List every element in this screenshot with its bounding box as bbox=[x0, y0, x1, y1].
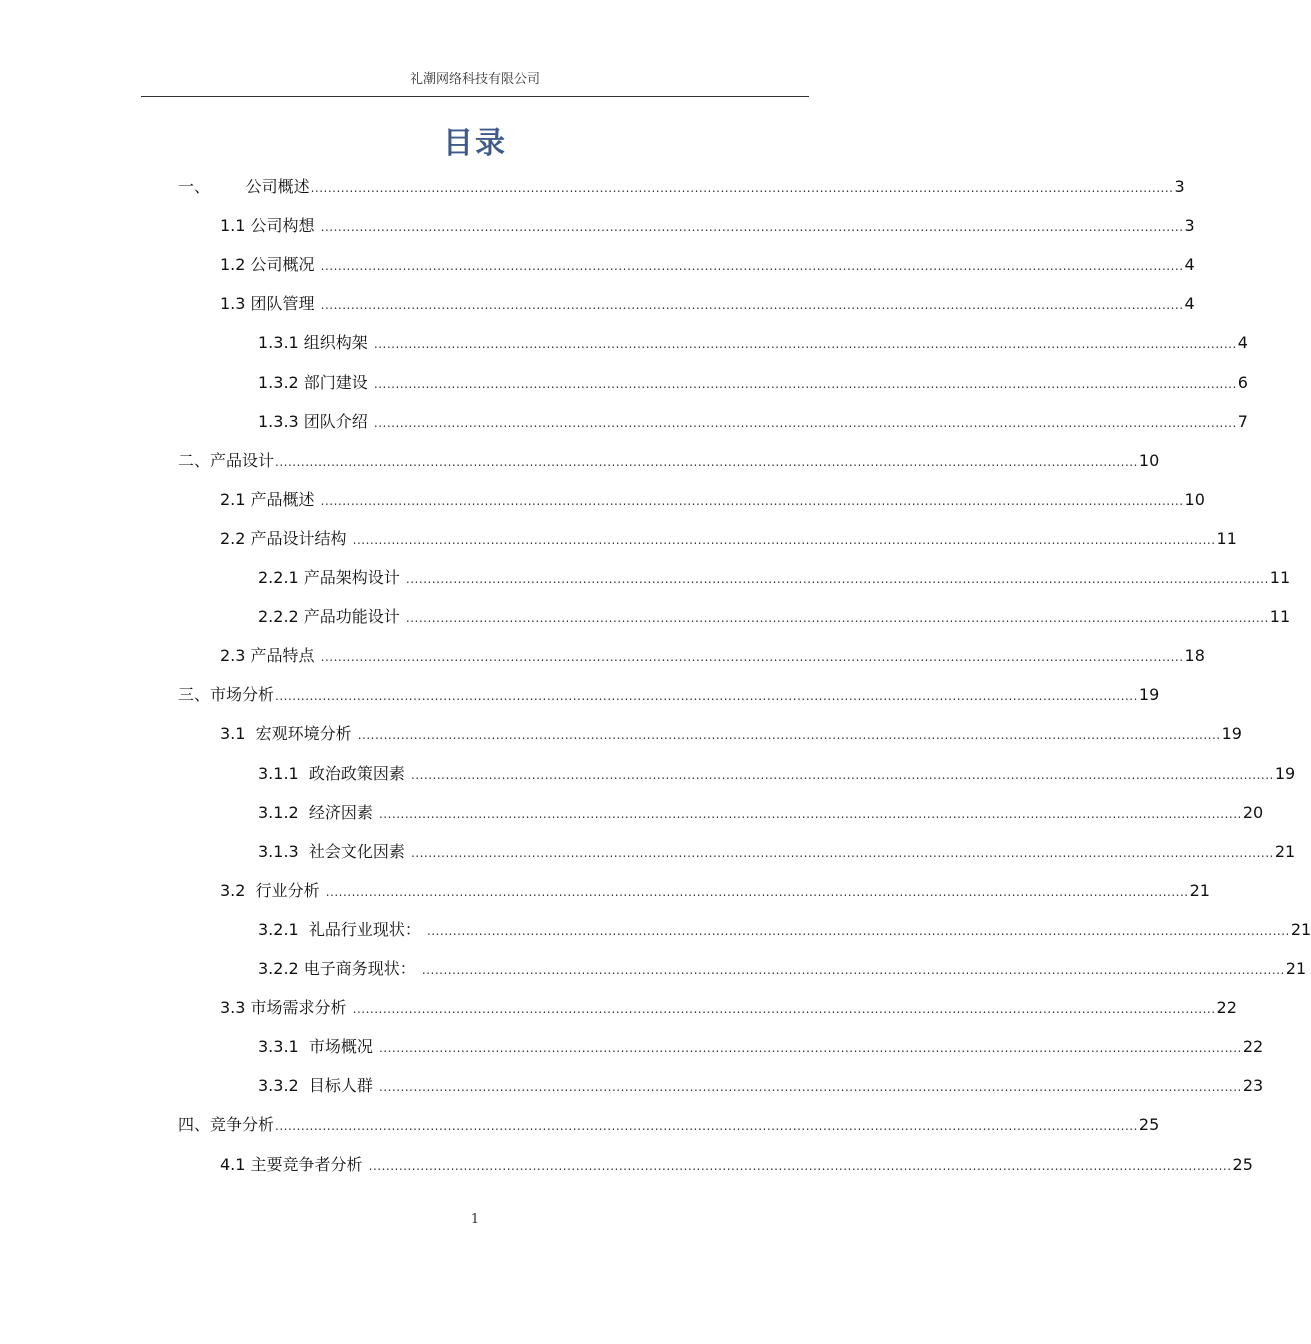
toc-entry-page: 10 bbox=[1138, 450, 1160, 470]
toc-dot-leader: ........................................................................................................................................................................................................ bbox=[378, 1080, 1242, 1095]
toc-entry[interactable] bbox=[258, 372, 1248, 394]
toc-entry[interactable] bbox=[220, 293, 1195, 315]
toc-dot-leader: ........................................................................................................................................................................................................ bbox=[352, 1002, 1216, 1017]
page-number: 1 bbox=[470, 1212, 480, 1227]
toc-entry-page: 4 bbox=[1237, 333, 1248, 353]
toc-entry-page: 23 bbox=[1242, 1076, 1264, 1096]
toc-entry-label: 1.1 公司构想 bbox=[220, 216, 320, 236]
toc-entry-label: 3.3.2 目标人群 bbox=[258, 1076, 378, 1096]
toc-entry-label: 3.1.2 经济因素 bbox=[258, 802, 378, 822]
toc-entry-label: 2.2.2 产品功能设计 bbox=[258, 607, 405, 627]
toc-dot-leader: ........................................................................................................................................................................................................ bbox=[426, 923, 1290, 938]
toc-entry[interactable] bbox=[258, 332, 1248, 354]
toc-entry-label: 3.1.1 政治政策因素 bbox=[258, 763, 410, 783]
toc-entry-page: 21 bbox=[1189, 880, 1210, 900]
toc-entry-page: 21 bbox=[1290, 919, 1311, 939]
toc-dot-leader: ........................................................................................................................................................................................................ bbox=[373, 415, 1237, 430]
toc-entry-page: 19 bbox=[1274, 763, 1296, 783]
toc-dot-leader: ........................................................................................................................................................................................................ bbox=[275, 1119, 1138, 1134]
toc-entry-page: 25 bbox=[1138, 1115, 1160, 1135]
toc-dot-leader: ........................................................................................................................................................................................................ bbox=[368, 1158, 1232, 1173]
toc-entry[interactable] bbox=[178, 1114, 1160, 1136]
toc-entry[interactable] bbox=[258, 841, 1296, 863]
toc-dot-leader: ........................................................................................................................................................................................................ bbox=[378, 1041, 1242, 1056]
toc-dot-leader: ........................................................................................................................................................................................................ bbox=[405, 572, 1269, 586]
toc-entry-page: 4 bbox=[1184, 294, 1195, 314]
toc-entry-label: 三、市场分析 bbox=[178, 685, 275, 705]
toc-entry-page: 4 bbox=[1184, 255, 1195, 275]
header-divider bbox=[141, 96, 809, 97]
toc-entry-label: 1.3.2 部门建设 bbox=[258, 372, 373, 392]
toc-entry[interactable] bbox=[258, 1036, 1264, 1058]
toc-dot-leader: ........................................................................................................................................................................................................ bbox=[410, 767, 1274, 782]
toc-entry[interactable] bbox=[220, 1154, 1253, 1176]
toc-entry[interactable] bbox=[220, 880, 1210, 902]
toc-entry-label: 3.1 宏观环境分析 bbox=[220, 724, 357, 744]
toc-entry-label: 3.2.1 礼品行业现状： bbox=[258, 919, 426, 939]
toc-entry-page: 11 bbox=[1216, 528, 1237, 548]
toc-entry[interactable] bbox=[258, 606, 1291, 628]
toc-entry[interactable] bbox=[258, 763, 1296, 785]
toc-entry[interactable] bbox=[220, 723, 1242, 745]
toc-dot-leader: ........................................................................................................................................................................................................ bbox=[373, 376, 1237, 391]
toc-entry[interactable] bbox=[220, 997, 1237, 1019]
toc-dot-leader: ........................................................................................................................................................................................................ bbox=[421, 963, 1285, 977]
toc-dot-leader: ........................................................................................................................................................................................................ bbox=[275, 454, 1138, 469]
toc-dot-leader: ........................................................................................................................................................................................................ bbox=[410, 845, 1274, 860]
toc-dot-leader: ........................................................................................................................................................................................................ bbox=[320, 493, 1184, 508]
toc-entry-label: 二、产品设计 bbox=[178, 450, 275, 470]
toc-entry-label: 四、竞争分析 bbox=[178, 1115, 275, 1135]
toc-entry[interactable] bbox=[220, 489, 1205, 511]
toc-entry-label: 1.3.1 组织构架 bbox=[258, 333, 373, 353]
toc-entry-label: 3.3 市场需求分析 bbox=[220, 998, 352, 1018]
toc-entry-page: 11 bbox=[1269, 607, 1291, 627]
toc-entry-page: 19 bbox=[1221, 724, 1242, 744]
toc-entry-label: 1.3 团队管理 bbox=[220, 294, 320, 314]
toc-entry-page: 18 bbox=[1184, 646, 1205, 666]
toc-entry-label: 3.1.3 社会文化因素 bbox=[258, 841, 410, 861]
toc-entry-page: 22 bbox=[1242, 1037, 1264, 1057]
toc-entry-page: 3 bbox=[1174, 177, 1185, 196]
toc-entry-page: 20 bbox=[1242, 802, 1264, 822]
toc-entry-label: 2.3 产品特点 bbox=[220, 646, 320, 666]
toc-dot-leader: ........................................................................................................................................................................................................ bbox=[320, 259, 1184, 274]
toc-dot-leader: ........................................................................................................................................................................................................ bbox=[325, 884, 1189, 899]
toc-entry[interactable] bbox=[220, 254, 1195, 276]
toc-entry-label: 1.2 公司概况 bbox=[220, 255, 320, 275]
toc-entry[interactable] bbox=[258, 919, 1311, 941]
toc-entry-label: 3.2 行业分析 bbox=[220, 880, 325, 900]
toc-entry-label: 2.2 产品设计结构 bbox=[220, 528, 352, 548]
toc-entry-label: 1.3.3 团队介绍 bbox=[258, 411, 373, 431]
toc-entry-page: 25 bbox=[1232, 1154, 1253, 1174]
toc-entry[interactable] bbox=[178, 684, 1160, 706]
toc-entry[interactable] bbox=[178, 176, 1185, 198]
toc-title: 目录 bbox=[443, 126, 507, 161]
toc-entry[interactable] bbox=[258, 1075, 1264, 1097]
toc-dot-leader: ........................................................................................................................................................................................................ bbox=[320, 220, 1184, 235]
toc-dot-leader: ........................................................................................................................................................................................................ bbox=[357, 728, 1221, 743]
toc-entry-page: 19 bbox=[1138, 685, 1160, 705]
toc-entry[interactable] bbox=[220, 645, 1205, 667]
toc-entry-label: 一、 公司概述 bbox=[178, 177, 310, 196]
toc-dot-leader: ........................................................................................................................................................................................................ bbox=[405, 611, 1269, 626]
toc-dot-leader: ........................................................................................................................................................................................................ bbox=[310, 181, 1174, 195]
toc-entry-label: 2.1 产品概述 bbox=[220, 489, 320, 509]
toc-entry-page: 3 bbox=[1184, 216, 1195, 236]
toc-entry-label: 3.2.2 电子商务现状： bbox=[258, 959, 421, 978]
toc-dot-leader: ........................................................................................................................................................................................................ bbox=[275, 689, 1138, 704]
toc-entry[interactable] bbox=[258, 958, 1307, 980]
toc-entry[interactable] bbox=[258, 411, 1248, 433]
toc-entry-label: 3.3.1 市场概况 bbox=[258, 1037, 378, 1057]
toc-entry-page: 21 bbox=[1274, 841, 1296, 861]
toc-entry-page: 11 bbox=[1269, 568, 1291, 587]
toc-dot-leader: ........................................................................................................................................................................................................ bbox=[320, 650, 1184, 665]
toc-entry[interactable] bbox=[220, 215, 1195, 237]
toc-entry[interactable] bbox=[178, 450, 1160, 472]
toc-dot-leader: ........................................................................................................................................................................................................ bbox=[320, 298, 1184, 313]
toc-entry-page: 21 bbox=[1285, 959, 1307, 978]
toc-entry-page: 6 bbox=[1237, 372, 1248, 392]
toc-entry-label: 4.1 主要竞争者分析 bbox=[220, 1154, 368, 1174]
toc-entry-label: 2.2.1 产品架构设计 bbox=[258, 568, 405, 587]
toc-dot-leader: ........................................................................................................................................................................................................ bbox=[378, 806, 1242, 821]
toc-entry[interactable] bbox=[220, 528, 1237, 550]
page-header-company: 礼潮网络科技有限公司 bbox=[409, 72, 540, 87]
toc-entry-page: 22 bbox=[1216, 998, 1237, 1018]
toc-entry-page: 7 bbox=[1237, 411, 1248, 431]
toc-entry-page: 10 bbox=[1184, 489, 1205, 509]
toc-dot-leader: ........................................................................................................................................................................................................ bbox=[373, 337, 1237, 352]
toc-entry[interactable] bbox=[258, 567, 1291, 589]
toc-entry[interactable] bbox=[258, 802, 1264, 824]
toc-dot-leader: ........................................................................................................................................................................................................ bbox=[352, 532, 1216, 547]
